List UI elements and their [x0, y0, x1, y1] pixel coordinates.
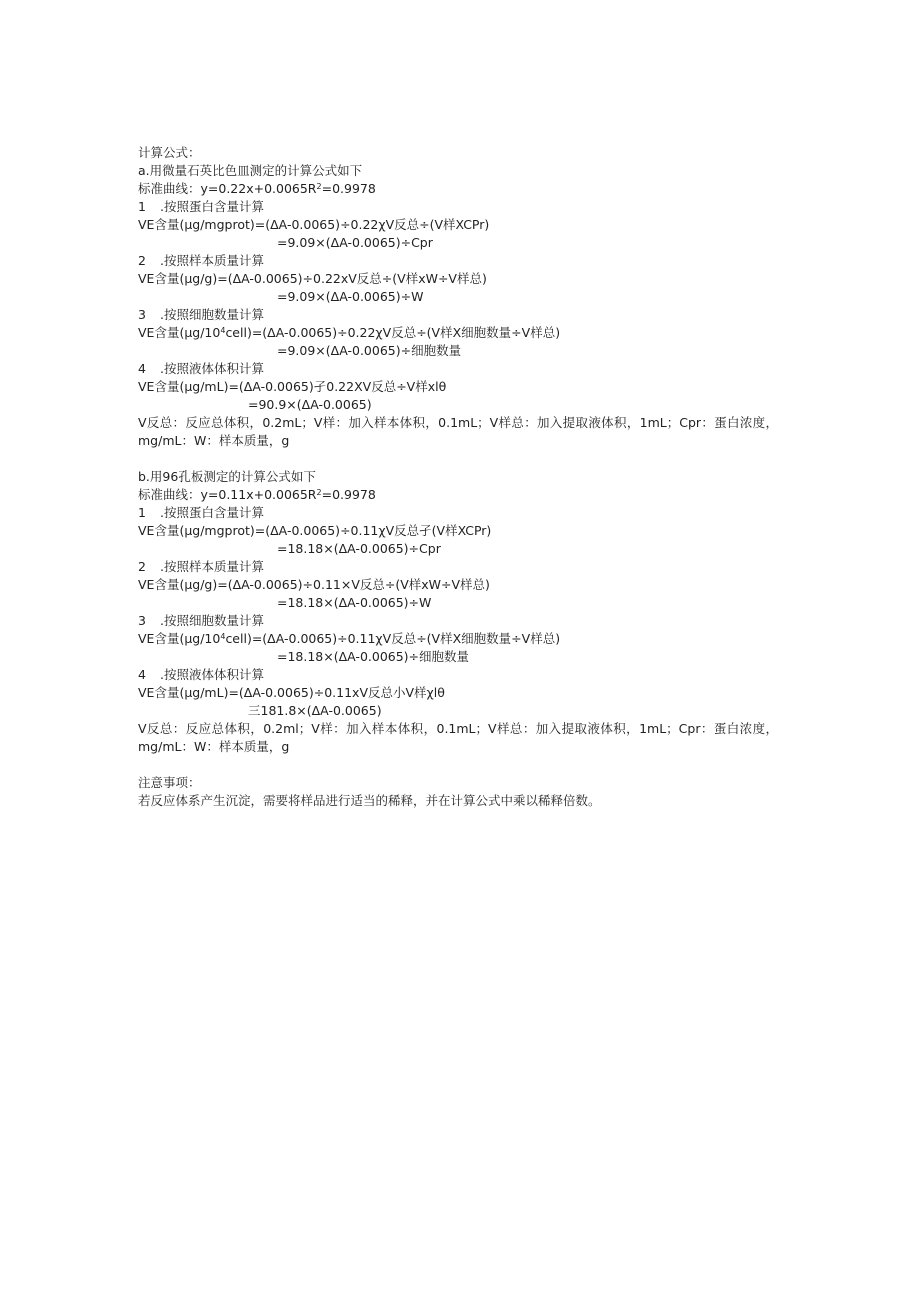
item-title-text: .按照蛋白含量计算 — [160, 199, 264, 214]
item-title — [138, 360, 778, 378]
section-a-title: a.用微量石英比色皿测定的计算公式如下 — [138, 163, 363, 178]
item-number: 4 — [138, 667, 146, 682]
section-b-variable-note: V反总：反应总体积，0.2ml；V样：加入样本体积，0.1mL；V样总：加入提取液体积，1mL；Cpr：蛋白浓度，mg/mL：W：样本质量，g — [138, 721, 778, 754]
notes-text: 若反应体系产生沉淀，需要将样品进行适当的稀释，并在计算公式中乘以稀释倍数。 — [138, 793, 601, 808]
section-a-variable-note: V反总：反应总体积，0.2mL；V样：加入样本体积，0.1mL；V样总：加入提取液体积，1mL；Cpr：蛋白浓度，mg/mL：W：样本质量，g — [138, 415, 778, 448]
item-formula: VE含量(μg/g)=(ΔA-0.0065)÷0.22xV反总÷(V样xW÷V样总) — [138, 271, 487, 286]
item-title — [138, 612, 778, 630]
section-b — [138, 468, 778, 756]
item-number: 3 — [138, 613, 146, 628]
notes-title: 注意事项： — [138, 775, 201, 790]
item-formula: VE含量(μg/mL)=(ΔA-0.0065)孑0.22XV反总÷V样xlθ — [138, 379, 447, 394]
item-title-text: .按照细胞数量计算 — [160, 613, 264, 628]
item-title-text: .按照液体体积计算 — [160, 667, 264, 682]
formula-text: cell)=(ΔA-0.0065)÷0.22χV反总÷(V样X细胞数量÷V样总) — [225, 325, 561, 340]
item-formula: VE含量(μg/mgprot)=(ΔA-0.0065)÷0.11χV反总孑(V样XCPr) — [138, 523, 492, 538]
item-number: 1 — [138, 505, 146, 520]
item-title-text: .按照细胞数量计算 — [160, 307, 264, 322]
page-heading: 计算公式： — [138, 145, 201, 160]
formula-superscript: 4 — [220, 326, 226, 335]
item-title — [138, 252, 778, 270]
item-title-text: .按照蛋白含量计算 — [160, 505, 264, 520]
item-result: =18.18×(ΔA-0.0065)÷W — [277, 595, 432, 610]
formula-superscript: 4 — [220, 632, 226, 641]
item-number: 4 — [138, 361, 146, 376]
item-result: =90.9×(ΔA-0.0065) — [248, 397, 372, 412]
item-title-text: .按照样本质量计算 — [160, 559, 264, 574]
formula-text: VE含量(μg/10 — [138, 631, 221, 646]
item-title — [138, 198, 778, 216]
curve-text: 标准曲线：y=0.22x+0.0065R — [138, 181, 317, 196]
curve-superscript: 2 — [316, 488, 322, 497]
item-result: 三181.8×(ΔA-0.0065) — [248, 703, 382, 718]
item-number: 2 — [138, 253, 146, 268]
item-result: =18.18×(ΔA-0.0065)÷细胞数量 — [277, 649, 470, 664]
item-formula — [138, 324, 778, 342]
item-title — [138, 666, 778, 684]
document-body — [138, 144, 778, 810]
item-title — [138, 558, 778, 576]
curve-r2-value: =0.9978 — [321, 487, 376, 502]
curve-superscript: 2 — [316, 182, 322, 191]
item-formula — [138, 630, 778, 648]
formula-text: cell)=(ΔA-0.0065)÷0.11χV反总÷(V样X细胞数量÷V样总) — [225, 631, 561, 646]
item-result: =18.18×(ΔA-0.0065)÷Cpr — [277, 541, 441, 556]
item-title — [138, 504, 778, 522]
curve-text: 标准曲线：y=0.11x+0.0065R — [138, 487, 317, 502]
item-result: =9.09×(ΔA-0.0065)÷细胞数量 — [277, 343, 462, 358]
item-title-text: .按照液体体积计算 — [160, 361, 264, 376]
section-b-standard-curve — [138, 486, 778, 504]
item-number: 3 — [138, 307, 146, 322]
item-formula: VE含量(μg/mL)=(ΔA-0.0065)÷0.11xV反总小V样χlθ — [138, 685, 445, 700]
section-a — [138, 162, 778, 450]
item-result: =9.09×(ΔA-0.0065)÷Cpr — [277, 235, 433, 250]
curve-r2-value: =0.9978 — [321, 181, 376, 196]
section-b-title: b.用96孔板测定的计算公式如下 — [138, 469, 316, 484]
item-number: 2 — [138, 559, 146, 574]
item-title — [138, 306, 778, 324]
section-a-standard-curve — [138, 180, 778, 198]
notes-section — [138, 774, 778, 810]
item-number: 1 — [138, 199, 146, 214]
item-formula: VE含量(μg/g)=(ΔA-0.0065)÷0.11×V反总÷(V样xW÷V样总) — [138, 577, 490, 592]
item-title-text: .按照样本质量计算 — [160, 253, 264, 268]
item-result: =9.09×(ΔA-0.0065)÷W — [277, 289, 424, 304]
formula-text: VE含量(μg/10 — [138, 325, 221, 340]
item-formula: VE含量(μg/mgprot)=(ΔA-0.0065)÷0.22χV反总÷(V样XCPr) — [138, 217, 490, 232]
